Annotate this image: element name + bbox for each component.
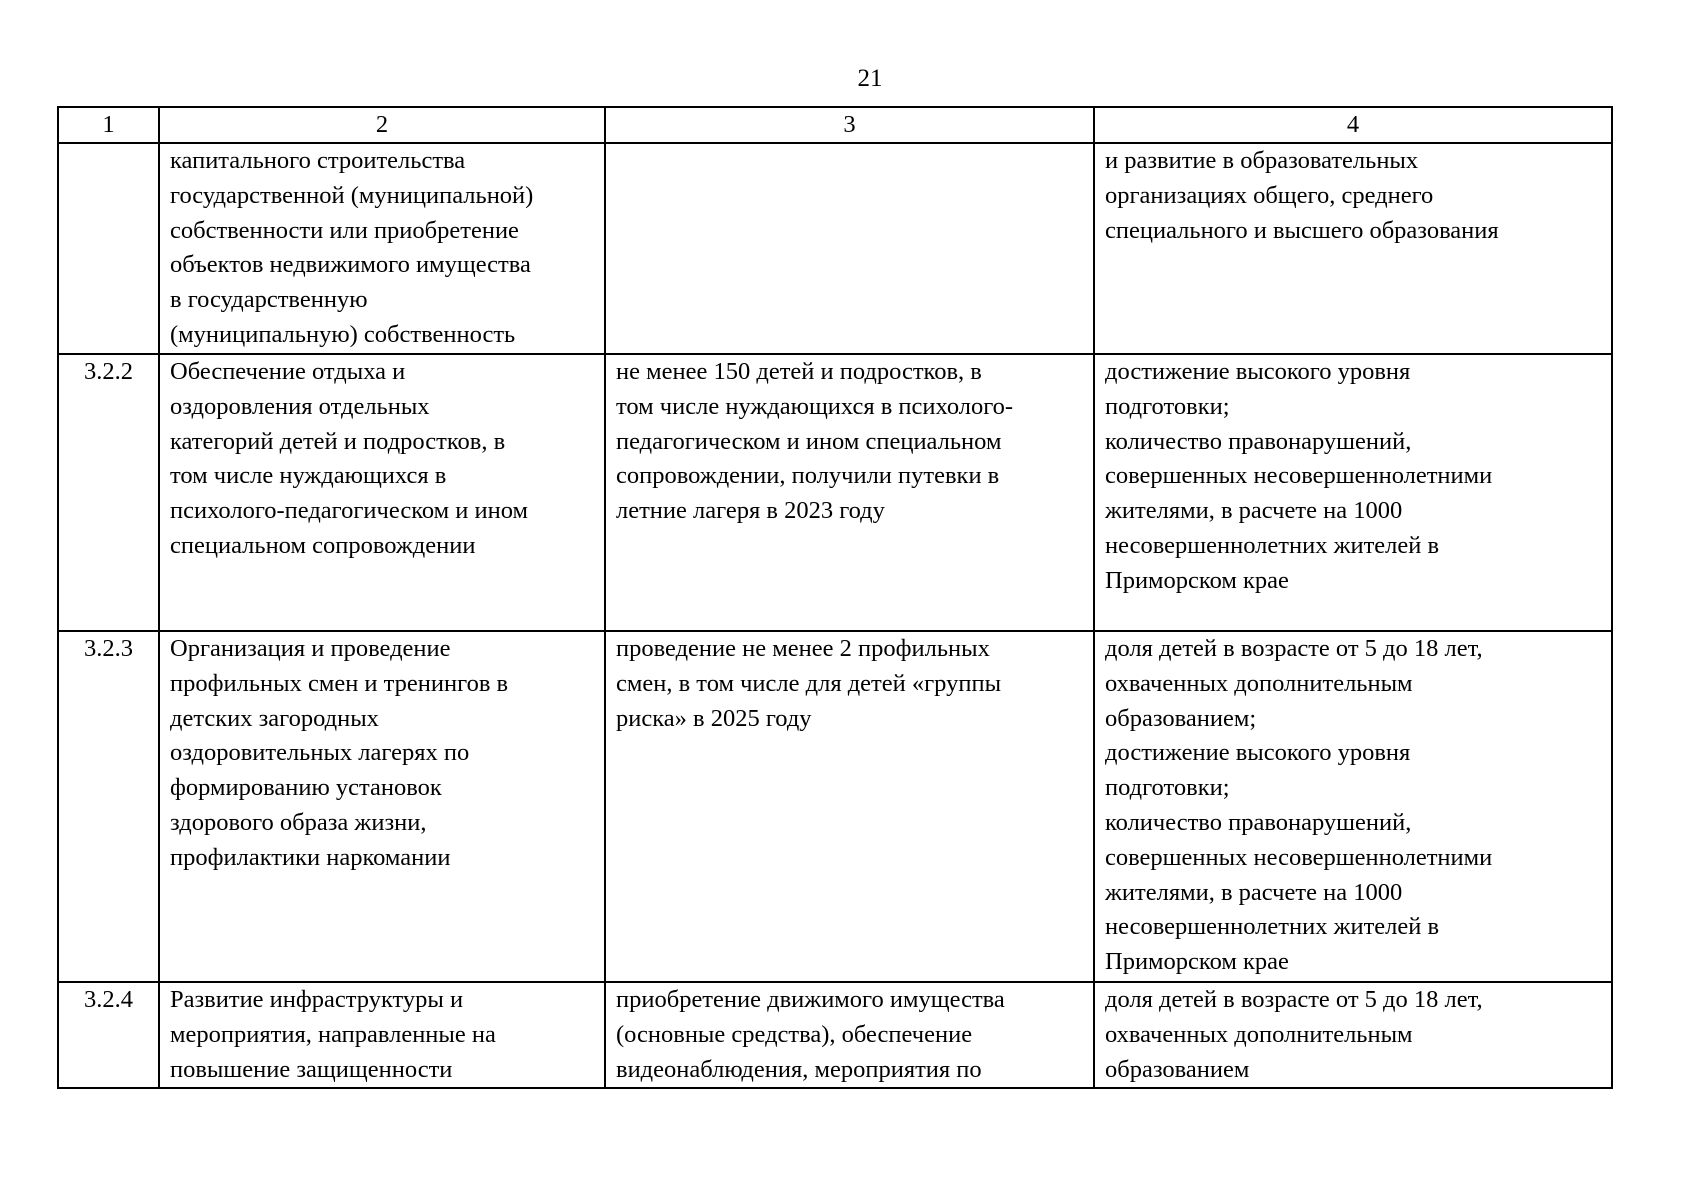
- page-number: 21: [857, 65, 883, 92]
- indicator-cell: [1094, 631, 1612, 982]
- measure-cell: [159, 354, 605, 631]
- measures-table: [57, 106, 1613, 1089]
- measure-text: Обеспечение отдыха и оздоровления отдельных категорий детей и подростков, в том числе нуждающихся в психолого-педагогическом и ином специальном сопровождении: [170, 358, 529, 559]
- result-text: не менее 150 детей и подростков, в том числе нуждающихся в психолого- педагогическом и ином специальном сопровождении, получили путевки в летние лагеря в 2023 году: [616, 358, 1014, 525]
- indicator-text: достижение высокого уровня подготовки; количество правонарушений, совершенных несовершеннолетними жителями, в расчете на 1000 несовершеннолетних жителей в Приморском крае: [1105, 358, 1493, 594]
- table-header-row: [58, 107, 1612, 143]
- indicator-text: доля детей в возрасте от 5 до 18 лет, охваченных дополнительным образованием: [1105, 986, 1483, 1083]
- indicator-cell: [1094, 143, 1612, 354]
- indicator-text: и развитие в образовательных организациях общего, среднего специального и высшего образования: [1105, 147, 1499, 244]
- column-header-1: 1: [58, 107, 159, 143]
- indicator-cell: [1094, 982, 1612, 1088]
- measure-text: капитального строительства государственной (муниципальной) собственности или приобретение объектов недвижимого имущества в государственную (муниципальную) собственность: [170, 147, 534, 348]
- result-cell: [605, 143, 1094, 354]
- result-cell: [605, 631, 1094, 982]
- measure-text: Развитие инфраструктуры и мероприятия, направленные на повышение защищенности: [170, 986, 496, 1083]
- column-header-4: 4: [1094, 107, 1612, 143]
- column-header-3: 3: [605, 107, 1094, 143]
- result-cell: [605, 982, 1094, 1088]
- result-cell: [605, 354, 1094, 631]
- measure-cell: [159, 982, 605, 1088]
- row-number: 3.2.4: [58, 982, 159, 1088]
- indicator-text: доля детей в возрасте от 5 до 18 лет, охваченных дополнительным образованием; достижение высокого уровня подготовки; количество правонарушений, совершенных несовершеннолетними жителями, в расчете на 1000 несовершеннолетних жителей в Приморском крае: [1105, 635, 1493, 976]
- column-header-2: 2: [159, 107, 605, 143]
- table-row: [58, 631, 1612, 982]
- indicator-cell: [1094, 354, 1612, 631]
- row-number: 3.2.2: [58, 354, 159, 631]
- result-text: приобретение движимого имущества (основные средства), обеспечение видеонаблюдения, мероприятия по: [616, 986, 1005, 1083]
- table-row: [58, 982, 1612, 1088]
- measure-text: Организация и проведение профильных смен и тренингов в детских загородных оздоровительных лагерях по формированию установок здорового образа жизни, профилактики наркомании: [170, 635, 509, 871]
- row-number: 3.2.3: [58, 631, 159, 982]
- table-row: [58, 354, 1612, 631]
- measure-cell: [159, 143, 605, 354]
- measure-cell: [159, 631, 605, 982]
- table-row: [58, 143, 1612, 354]
- result-text: проведение не менее 2 профильных смен, в том числе для детей «группы риска» в 2025 году: [616, 635, 1002, 732]
- row-number: [58, 143, 159, 354]
